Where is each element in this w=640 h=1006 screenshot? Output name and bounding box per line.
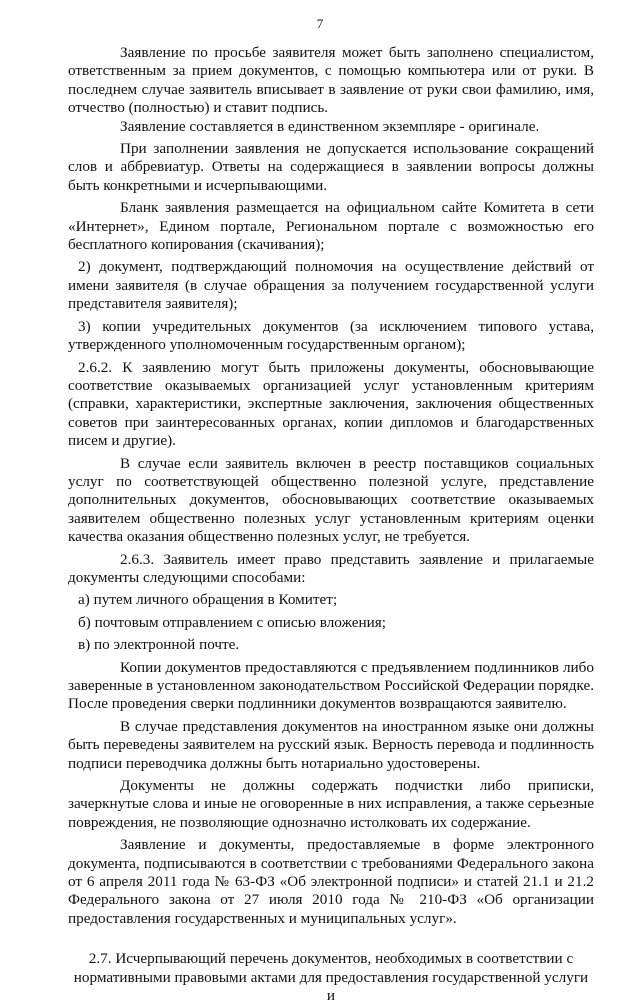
paragraph-no-corrections: Документы не должны содержать подчистки либо приписки, зачеркнутые слова и иные не оговоренные в них исправления, а также серьезные повреждения, не позволяющие однозначно истолковать их содержание. <box>68 777 594 831</box>
paragraph-copies: Копии документов предоставляются с предъявлением подлинников либо заверенные в установленном законодательством Российской Федерации порядке. После проведения сверки подлинники документов возвращаются заявителю. <box>68 658 594 713</box>
list-item-c: в) по электронной почте. <box>78 636 240 654</box>
list-item-b: б) почтовым отправлением с описью вложения; <box>78 613 387 631</box>
paragraph-form-placement: Бланк заявления размещается на официальном сайте Комитета в сети «Интернет», Едином портале, Региональном портале с возможностью его бесплатного копирования (скачивания); <box>68 199 594 254</box>
paragraph-item-2: 2) документ, подтверждающий полномочия на осуществление действий от имени заявителя (в случае обращения за получением государственной услуги представителя заявителя); <box>68 258 594 313</box>
paragraph-foreign-language: В случае представления документов на иностранном языке они должны быть переведены заявителем на русский язык. Верность перевода и подлинность подписи переводчика должны быть нотариально удостоверены. <box>68 717 594 772</box>
paragraph-filling-by-specialist: Заявление по просьбе заявителя может быть заполнено специалистом, ответственным за прием документов, с помощью компьютера или от руки. В последнем случае заявитель вписывает в заявление от руки свои фамилию, имя, отчество (полностью) и ставит подпись. <box>68 44 594 117</box>
page-number: 7 <box>316 16 324 31</box>
paragraph-2-6-2: 2.6.2. К заявлению могут быть приложены документы, обосновывающие соответствие оказываемых организацией услуг установленным критериям (справки, характеристики, экспертные заключения, заключения общественных советов при заинтересованных органах, копии дипломов и благодарственных писем и другие). <box>68 358 594 450</box>
paragraph-registry: В случае если заявитель включен в реестр поставщиков социальных услуг по соответствующей общественно полезной услуге, представление дополнительных документов, обосновывающих соответствие оказываемых заявителем общественно полезных услуг установленным критериям оценки качества оказания общественно полезных услуг, не требуется. <box>68 454 594 546</box>
section-heading-2-7: 2.7. Исчерпывающий перечень документов, необходимых в соответствии с нормативными правовыми актами для предоставления государственной услуги и <box>73 950 589 1005</box>
paragraph-single-copy: Заявление составляется в единственном экземпляре - оригинале. <box>120 117 540 135</box>
paragraph-no-abbreviations: При заполнении заявления не допускается использование сокращений слов и аббревиатур. Ответы на содержащиеся в заявлении вопросы должны быть конкретными и исчерпывающими. <box>68 140 594 194</box>
paragraph-2-6-3: 2.6.3. Заявитель имеет право представить заявление и прилагаемые документы следующими способами: <box>68 550 594 586</box>
paragraph-electronic-signature: Заявление и документы, предоставляемые в форме электронного документа, подписываются в соответствии с требованиями Федерального закона от 6 апреля 2011 года № 63-ФЗ «Об электронной подписи» и статей 21.1 и 21.2 Федерального закона от 27 июля 2010 года № 210-ФЗ «Об организации предоставления государственных и муниципальных услуг». <box>68 836 594 927</box>
document-body <box>68 44 594 1006</box>
list-item-a: а) путем личного обращения в Комитет; <box>78 591 338 609</box>
paragraph-item-3: 3) копии учредительных документов (за исключением типового устава, утвержденного уполномоченным государственным органом); <box>68 317 594 354</box>
